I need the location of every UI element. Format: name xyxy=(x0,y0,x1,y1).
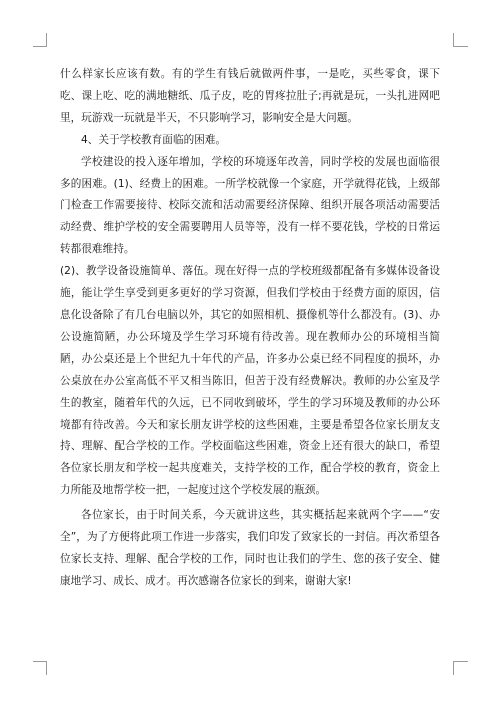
section-heading: 4、关于学校教育面临的困难。 xyxy=(81,133,227,146)
paragraph-funding-difficulty: 学校建设的投入逐年增加，学校的环境逐年改善，同时学校的发展也面临很多的困难。(1)、经费上的困难。一所学校就像一个家庭，开学就得花钱，上级部门检查工作需要接待、校际交流和活动需要经济保障、组织开展各项活动需要活动经费、维护学校的安全需要聘用人员等等，没有一样不要花钱，学校的日常运转都很难维持。 xyxy=(60,155,440,256)
crop-mark-bottom-right-h xyxy=(454,661,468,662)
crop-mark-bottom-left-v xyxy=(46,661,47,675)
crop-mark-bottom-right-v xyxy=(453,661,454,675)
crop-mark-top-right-v xyxy=(453,33,454,47)
paragraph-continuation: 什么样家长应该有数。有的学生有钱后就做两件事，一是吃，买些零食，课下吃、课上吃、吃的满地糖纸、瓜子皮，吃的胃疼拉肚子;再就是玩，一头扎进网吧里，玩游戏一玩就是半天，不只影响学习，影响安全是大问题。 xyxy=(60,68,440,124)
crop-mark-top-left-v xyxy=(46,33,47,47)
crop-mark-top-left-h xyxy=(33,46,47,47)
paragraph-closing: 各位家长，由于时间关系，今天就讲这些，其实概括起来就两个字——“安全”，为了方便将此项工作进一步落实，我们印发了致家长的一封信。再次希望各位家长支持、理解、配合学校的工作，同时也让我们的学生、您的孩子安全、健康地学习、成长、成才。再次感谢各位家长的到来，谢谢大家! xyxy=(60,509,440,587)
crop-mark-top-right-h xyxy=(454,46,468,47)
crop-mark-bottom-left-h xyxy=(33,661,47,662)
paragraph-facilities-difficulty: (2)、教学设备设施简单、落伍。现在好得一点的学校班级都配备有多媒体设备设施，能让学生享受到更多更好的学习资源，但我们学校由于经费方面的原因，信息化设备除了有几台电脑以外，其它的如照相机、摄像机等什么都没有。(3)、办公设施简陋，办公环境及学生学习环境有待改善。现在教师办公的环境相当简陋，办公桌还是上个世纪九十年代的产品，许多办公桌已经不同程度的损坏，办公桌放在办公室高低不平又相当陈旧，但苦于没有经费解决。教师的办公室及学生的教室，随着年代的久远，已不同收到破坏，学生的学习环境及教师的办公环境都有待改善。今天和家长朋友讲学校的这些困难，主要是希望各位家长朋友支持、理解、配合学校的工作。学校面临这些困难，资金上还有很大的缺口，希望各位家长朋友和学校一起共度难关，支持学校的工作，配合学校的教育，资金上力所能及地帮学校一把，一起度过这个学校发展的瓶颈。 xyxy=(60,265,440,497)
document-body xyxy=(60,64,440,593)
